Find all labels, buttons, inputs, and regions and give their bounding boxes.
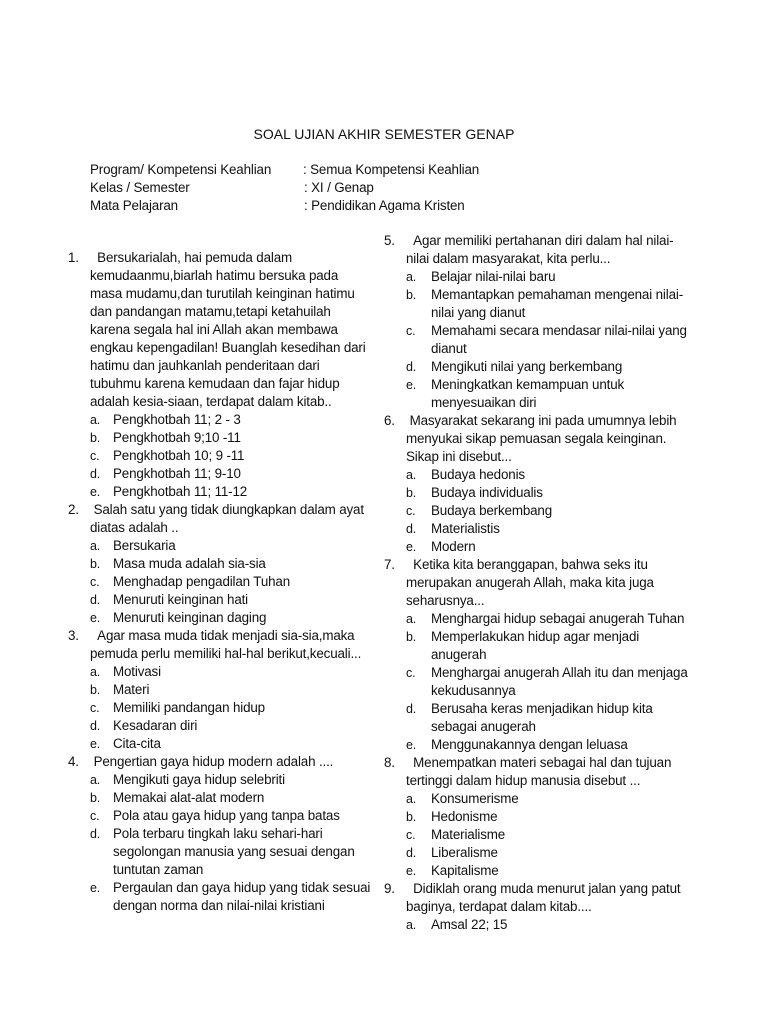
answer-option <box>0 844 768 862</box>
option-letter: a. <box>406 468 417 482</box>
answer-option <box>0 520 768 538</box>
option-letter: a. <box>406 270 417 284</box>
option-text: Konsumerisme <box>431 791 519 806</box>
option-text: Materi <box>113 682 150 697</box>
option-letter: c. <box>406 324 416 338</box>
question-item <box>0 412 768 556</box>
option-text: Materialisme <box>431 827 506 842</box>
question-number: 7. <box>384 557 395 572</box>
option-letter: c. <box>406 828 416 842</box>
option-text: Memperlakukan hidup agar menjadi anugerah <box>431 629 640 662</box>
option-text: Bersukaria <box>113 538 176 553</box>
option-text: Pengkhotbah 9;10 -11 <box>113 430 241 445</box>
answer-option <box>0 808 768 826</box>
question-number: 5. <box>384 233 395 248</box>
info-value: : Semua Kompetensi Keahlian <box>303 162 480 177</box>
answer-option <box>0 502 768 520</box>
question-text: Menempatkan materi sebagai hal dan tujuan tertinggi dalam hidup manusia disebut ... <box>406 755 675 788</box>
info-label: Kelas / Semester <box>90 180 190 195</box>
option-letter: e. <box>90 611 101 625</box>
option-letter: a. <box>90 413 101 427</box>
option-letter: e. <box>406 738 417 752</box>
question-item <box>0 754 768 880</box>
answer-option <box>0 268 768 286</box>
option-letter: d. <box>406 702 417 716</box>
option-letter: e. <box>406 864 417 878</box>
option-letter: c. <box>406 504 416 518</box>
option-text: Mengikuti gaya hidup selebriti <box>113 772 285 787</box>
option-letter: d. <box>90 593 101 607</box>
option-text: Menghargai hidup sebagai anugerah Tuhan <box>431 611 685 626</box>
option-letter: d. <box>406 846 417 860</box>
option-text: Motivasi <box>113 664 161 679</box>
option-text: Memakai alat-alat modern <box>113 790 265 805</box>
option-text: Menuruti keinginan daging <box>113 610 267 625</box>
question-number: 6. <box>384 413 395 428</box>
question-number: 3. <box>68 628 79 643</box>
option-letter: b. <box>90 557 101 571</box>
question-text: Pengertian gaya hidup modern adalah .... <box>90 754 334 769</box>
option-letter: a. <box>406 792 417 806</box>
answer-option <box>0 628 768 664</box>
option-letter: a. <box>90 665 101 679</box>
option-text: Belajar nilai-nilai baru <box>431 269 556 284</box>
option-letter: d. <box>90 467 101 481</box>
option-text: Masa muda adalah sia-sia <box>113 556 266 571</box>
option-text: Memantapkan pemahaman mengenai nilai-nilai yang dianut <box>431 287 683 320</box>
option-text: Kapitalisme <box>431 863 499 878</box>
document-title: SOAL UJIAN AKHIR SEMESTER GENAP <box>253 126 515 142</box>
answer-option <box>0 736 768 754</box>
question-number: 8. <box>384 755 395 770</box>
option-letter: c. <box>90 701 100 715</box>
option-text: Budaya berkembang <box>431 503 553 518</box>
answer-option <box>0 466 768 484</box>
option-letter: e. <box>90 737 101 751</box>
question-item <box>0 232 768 412</box>
option-text: Cita-cita <box>113 736 161 751</box>
option-letter: e. <box>90 881 101 895</box>
option-letter: c. <box>90 575 100 589</box>
option-text: Pengkhotbah 11; 2 - 3 <box>113 412 241 427</box>
option-letter: c. <box>90 809 100 823</box>
option-letter: b. <box>406 810 417 824</box>
question-item <box>0 556 768 754</box>
option-letter: e. <box>90 485 101 499</box>
option-letter: c. <box>90 449 100 463</box>
option-text: Pergaulan dan gaya hidup yang tidak sesuai dengan norma dan nilai-nilai kristiani <box>113 880 371 913</box>
option-text: Menghadap pengadilan Tuhan <box>113 574 291 589</box>
option-text: Memiliki pandangan hidup <box>113 700 265 715</box>
option-letter: d. <box>406 522 417 536</box>
option-letter: d. <box>406 360 417 374</box>
answer-option <box>0 700 768 736</box>
option-text: Hedonisme <box>431 809 498 824</box>
option-text: Mengikuti nilai yang berkembang <box>431 359 623 374</box>
option-text: Amsal 22; 15 <box>431 917 508 932</box>
option-text: Materialistis <box>431 521 500 536</box>
question-item <box>0 880 768 934</box>
question-text: Masyarakat sekarang ini pada umumnya lebih menyukai sikap pemuasan segala keinginan. Sikap ini disebut... <box>406 413 681 464</box>
option-letter: d. <box>90 827 101 841</box>
answer-option <box>0 358 768 376</box>
option-text: Pengkhotbah 11; 9-10 <box>113 466 241 481</box>
option-text: Menggunakannya dengan leluasa <box>431 737 628 752</box>
question-number: 4. <box>68 754 79 769</box>
option-letter: a. <box>406 612 417 626</box>
info-value: : Pendidikan Agama Kristen <box>304 198 465 213</box>
option-text: Pola terbaru tingkah laku sehari-hari segolongan manusia yang sesuai dengan tuntutan zaman <box>113 826 355 877</box>
answer-option <box>0 376 768 412</box>
question-number: 9. <box>384 881 395 896</box>
option-letter: e. <box>406 378 417 392</box>
option-letter: e. <box>406 540 417 554</box>
option-text: Modern <box>431 539 476 554</box>
question-text: Didiklah orang muda menurut jalan yang patut baginya, terdapat dalam kitab.... <box>406 881 685 914</box>
option-text: Pola atau gaya hidup yang tanpa batas <box>113 808 340 823</box>
option-letter: b. <box>406 630 417 644</box>
question-text: Salah satu yang tidak diungkapkan dalam ayat diatas adalah .. <box>90 502 368 535</box>
option-letter: b. <box>406 288 417 302</box>
option-text: Pengkhotbah 10; 9 -11 <box>113 448 245 463</box>
answer-option <box>0 322 768 358</box>
question-number: 1. <box>68 250 79 265</box>
answer-option <box>0 538 768 556</box>
info-label: Mata Pelajaran <box>90 198 178 213</box>
option-letter: c. <box>406 666 416 680</box>
option-text: Meningkatkan kemampuan untuk menyesuaikan diri <box>431 377 625 410</box>
option-letter: b. <box>90 431 101 445</box>
info-value: : XI / Genap <box>304 180 374 195</box>
question-text: Bersukarialah, hai pemuda dalam kemudaanmu,biarlah hatimu bersuka pada masa mudamu,dan turutilah keinginan hatimu dan pandangan matamu,tetapi ketahuilah karena segala hal ini Allah akan membawa engkau kepengadilan! Buanglah kesedihan dari hatimu dan jauhkanlah penderitaan dari tubuhmu karena kemudaan dan fajar hidup adalah kesia-siaan, terdapat dalam kitab.. <box>90 250 370 409</box>
option-text: Pengkhotbah 11; 11-12 <box>113 484 248 499</box>
option-text: Menuruti keinginan hati <box>113 592 249 607</box>
answer-option <box>0 862 768 880</box>
answer-option <box>0 484 768 502</box>
question-text: Agar memiliki pertahanan diri dalam hal nilai-nilai dalam masyarakat, kita perlu... <box>406 233 674 266</box>
option-letter: a. <box>90 539 101 553</box>
option-letter: b. <box>90 791 101 805</box>
answer-option <box>0 286 768 322</box>
option-letter: b. <box>406 486 417 500</box>
option-text: Budaya individualis <box>431 485 543 500</box>
option-letter: d. <box>90 719 101 733</box>
answer-option <box>0 790 768 808</box>
option-text: Berusaha keras menjadikan hidup kita sebagai anugerah <box>431 701 653 734</box>
info-label: Program/ Kompetensi Keahlian <box>90 162 272 177</box>
answer-option <box>0 826 768 844</box>
option-letter: a. <box>90 773 101 787</box>
answer-option <box>0 610 768 628</box>
option-letter: b. <box>90 683 101 697</box>
option-letter: a. <box>406 918 417 932</box>
answer-option <box>0 664 768 700</box>
question-number: 2. <box>68 502 79 517</box>
question-text: Agar masa muda tidak menjadi sia-sia,maka pemuda perlu memiliki hal-hal berikut,kecuali... <box>90 628 362 661</box>
option-text: Liberalisme <box>431 845 498 860</box>
right-question-column <box>0 232 768 934</box>
option-text: Menghargai anugerah Allah itu dan menjaga kekudusannya <box>431 665 688 698</box>
answer-option <box>0 916 768 934</box>
option-text: Memahami secara mendasar nilai-nilai yang dianut <box>431 323 687 356</box>
option-text: Budaya hedonis <box>431 467 525 482</box>
question-text: Ketika kita beranggapan, bahwa seks itu merupakan anugerah Allah, maka kita juga seharusnya... <box>406 557 658 608</box>
option-text: Kesadaran diri <box>113 718 198 733</box>
